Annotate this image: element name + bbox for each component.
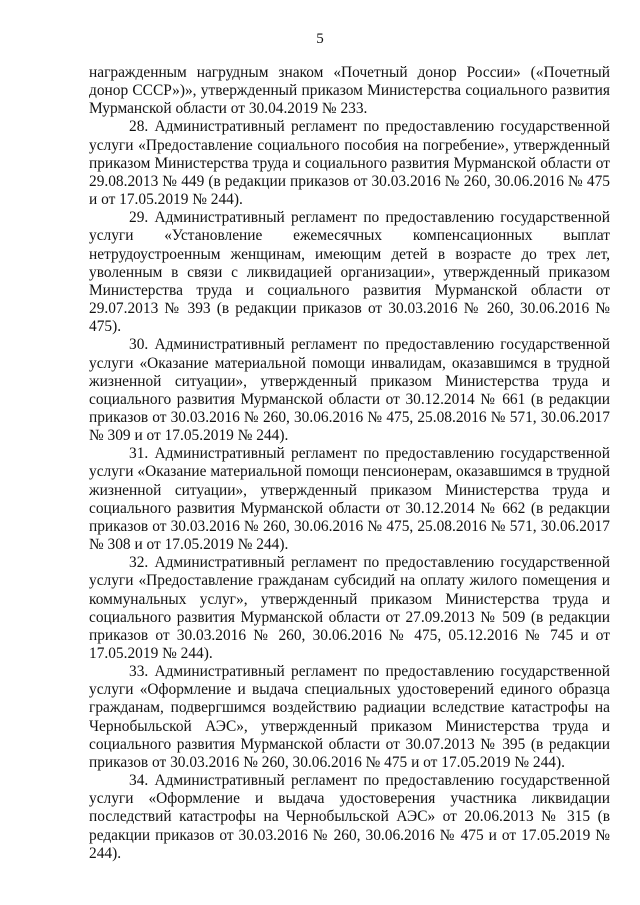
paragraph-item-30: 30. Административный регламент по предоставлению государственной услуги «Оказание материальной помощи инвалидам, оказавшимся в трудной жизненной ситуации», утвержденный приказом Министерства труда и социального развития Мурманской области от 30.12.2014 № 661 (в редакции приказов от 30.03.2016 № 260, 30.06.2016 № 475, 25.08.2016 № 571, 30.06.2017 № 309 и от 17.05.2019 № 244). <box>89 336 610 445</box>
paragraph-item-31: 31. Административный регламент по предоставлению государственной услуги «Оказание материальной помощи пенсионерам, оказавшимся в трудной жизненной ситуации», утвержденный приказом Министерства труда и социального развития Мурманской области от 30.12.2014 № 662 (в редакции приказов от 30.03.2016 № 260, 30.06.2016 № 475, 25.08.2016 № 571, 30.06.2017 № 308 и от 17.05.2019 № 244). <box>89 445 610 554</box>
paragraph-item-34: 34. Административный регламент по предоставлению государственной услуги «Оформление и выдача удостоверения участника ликвидации последствий катастрофы на Чернобыльской АЭС» от 20.06.2013 № 315 (в редакции приказов от 30.03.2016 № 260, 30.06.2016 № 475 и от 17.05.2019 № 244). <box>89 772 610 862</box>
paragraph-item-29: 29. Административный регламент по предоставлению государственной услуги «Установление ежемесячных компенсационных выплат нетрудоустроенным женщинам, имеющим детей в возрасте до трех лет, уволенным в связи с ликвидацией организации», утвержденный приказом Министерства труда и социального развития Мурманской области от 29.07.2013 № 393 (в редакции приказов от 30.03.2016 № 260, 30.06.2016 № 475). <box>89 209 610 336</box>
paragraph-item-28: 28. Административный регламент по предоставлению государственной услуги «Предоставление социального пособия на погребение», утвержденный приказом Министерства труда и социального развития Мурманской области от 29.08.2013 № 449 (в редакции приказов от 30.03.2016 № 260, 30.06.2016 № 475 и от 17.05.2019 № 244). <box>89 118 610 209</box>
document-body <box>89 64 610 863</box>
paragraph-continuation: награжденным нагрудным знаком «Почетный донор России» («Почетный донор СССР»)», утвержденный приказом Министерства социального развития Мурманской области от 30.04.2019 № 233. <box>89 64 610 118</box>
paragraph-item-33: 33. Административный регламент по предоставлению государственной услуги «Оформление и выдача специальных удостоверений единого образца гражданам, подвергшимся воздействию радиации вследствие катастрофы на Чернобыльской АЭС», утвержденный приказом Министерства труда и социального развития Мурманской области от 30.07.2013 № 395 (в редакции приказов от 30.03.2016 № 260, 30.06.2016 № 475 и от 17.05.2019 № 244). <box>89 663 610 771</box>
page-number: 5 <box>316 31 324 47</box>
paragraph-item-32: 32. Административный регламент по предоставлению государственной услуги «Предоставление гражданам субсидий на оплату жилого помещения и коммунальных услуг», утвержденный приказом Министерства труда и социального развития Мурманской области от 27.09.2013 № 509 (в редакции приказов от 30.03.2016 № 260, 30.06.2016 № 475, 05.12.2016 № 745 и от 17.05.2019 № 244). <box>89 554 610 662</box>
